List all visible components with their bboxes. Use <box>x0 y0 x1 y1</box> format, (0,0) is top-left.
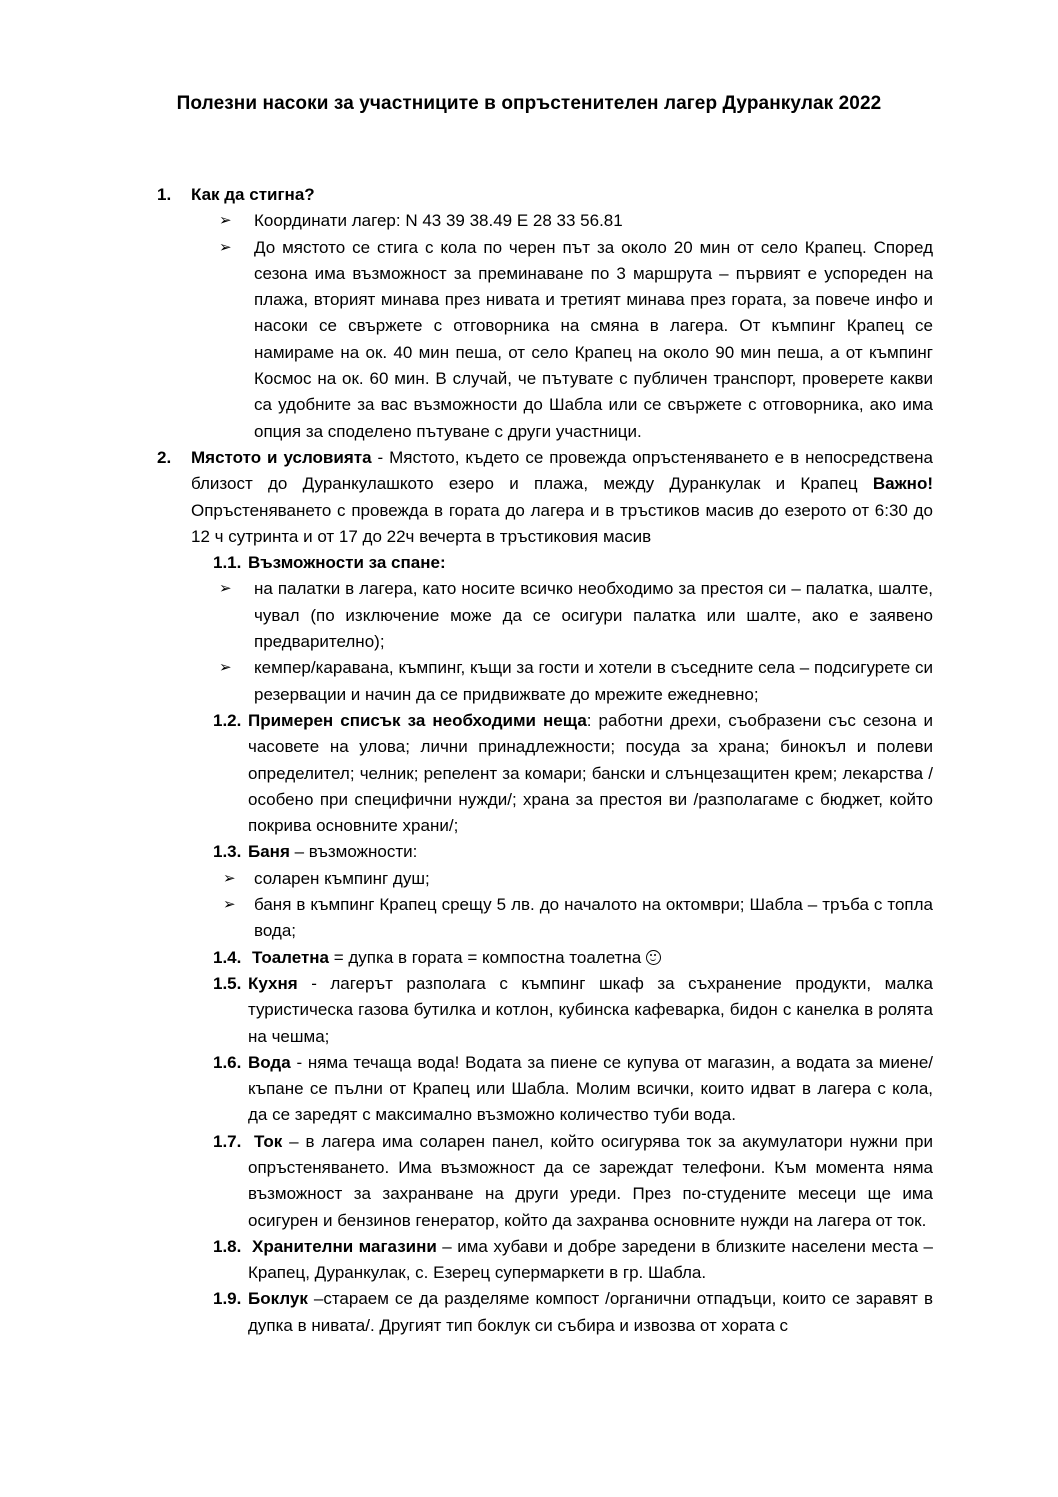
important-label: Важно! <box>872 474 933 494</box>
subsection-number: 1.2. <box>213 710 242 730</box>
subsection-garbage <box>157 1286 933 1339</box>
subsection-water <box>157 1050 933 1129</box>
subsection-heading: Ток <box>254 1131 283 1151</box>
section-2 <box>157 445 933 550</box>
subsection-number: 1.5. <box>213 973 242 993</box>
subsection-shops <box>157 1234 933 1287</box>
bullet-text: До мястото се стига с кола по черен път за около 20 мин от село Крапец. Според сезона има възможност за преминаване по 3 маршрута – първият е успореден на плажа, вторият минава през нивата и третият минава през гората, за повече инфо и насоки се свържете с отговорника на смяна в лагера. От къмпинг Крапец се намираме на ок. 40 мин пеша, от село Крапец на около 90 мин пеша, а от къмпинг Космос на ок. 60 мин. В случай, че пътувате с публичен транспорт, проверете какви са удобните за вас възможности до Шабла или се свържете с отговорника, ако има опция за споделено пътуване с други участници. <box>254 237 933 441</box>
bullet-text: кемпер/каравана, къмпинг, къщи за гости и хотели в съседните села – подсигурете си резервации и начин да се придвижвате до мрежите ежедневно; <box>254 658 933 704</box>
sleeping-bullet-camper <box>157 655 933 708</box>
document-title: Полезни насоки за участниците в опръстенителен лагер Дуранкулак 2022 <box>176 93 882 114</box>
bullet-text: на палатки в лагера, като носите всичко необходимо за престоя си – палатка, шалте, чувал (по изключение може да се осигури палатка или шалте, ако е заявено предварително); <box>254 579 933 652</box>
arrow-bullet-icon: ➢ <box>219 212 232 230</box>
subsection-number: 1.9. <box>213 1289 242 1309</box>
bullet-text: Координати лагер: N 43 39 38.49 E 28 33 56.81 <box>254 211 623 231</box>
smiley-face-icon <box>646 950 661 965</box>
subsection-text: = дупка в гората = компостна тоалетна <box>329 947 646 967</box>
subsection-heading: Възможности за спане: <box>248 553 446 573</box>
subsection-heading: Вода <box>248 1052 291 1072</box>
document-body <box>157 182 933 1339</box>
arrow-bullet-icon: ➢ <box>223 869 236 887</box>
arrow-bullet-icon: ➢ <box>219 659 232 677</box>
subsection-text: – в лагера има соларен панел, който осигурява ток за акумулатори нужни при опръстеняването. Има възможност да се зареждат телефони. Към момента няма възможност за захранване на други уреди. През по-студените месеци ще има осигурен и бензинов генератор, който да захранва основните нужди на лагера от ток. <box>248 1131 933 1230</box>
bath-bullet-shower <box>157 866 933 892</box>
subsection-heading: Кухня <box>248 973 298 993</box>
subsection-number: 1.7. <box>213 1131 242 1151</box>
bullet-text: соларен къмпинг душ; <box>254 868 430 888</box>
arrow-bullet-icon: ➢ <box>219 238 232 256</box>
subsection-text: - лагерът разполага с къмпинг шкаф за съхранение продукти, малка туристическа газова бутилка и котлон, кубинска кафеварка, бидон с канелка в ролята на чешма; <box>248 973 933 1046</box>
section-1-heading: Как да стигна? <box>191 185 315 204</box>
section-1-bullet-directions <box>157 235 933 445</box>
subsection-text: – възможности: <box>289 842 418 862</box>
subsection-heading: Боклук <box>248 1289 308 1309</box>
subsection-packing-list <box>157 708 933 839</box>
section-2-number: 2. <box>157 447 172 467</box>
subsection-number: 1.3. <box>213 842 242 862</box>
subsection-toilet <box>157 945 933 971</box>
arrow-bullet-icon: ➢ <box>219 580 232 598</box>
subsection-kitchen <box>157 971 933 1050</box>
bath-bullet-camping <box>157 892 933 945</box>
subsection-heading: Примерен списък за необходими неща <box>248 710 587 730</box>
section-1-bullet-coordinates <box>157 208 933 234</box>
section-1 <box>157 182 933 208</box>
subsection-text: –стараем се да разделяме компост /органични отпадъци, които се заравят в дупка в нивата/. Другият тип боклук си събира и извозва от хората с <box>248 1289 933 1335</box>
subsection-heading: Тоалетна <box>252 947 330 967</box>
subsection-sleeping <box>157 550 933 576</box>
subsection-text: - няма течаща вода! Водата за пиене се купува от магазин, а водата за миене/къпане се пълни от Крапец или Шабла. Молим всички, които идват в лагера с кола, да се заредят с максимално възможно количество туби вода. <box>248 1052 933 1125</box>
subsection-bath <box>157 839 933 865</box>
section-2-text: - Мястото, където се провежда опръстеняването е в непосредствена близост до Дуранкулашкото езеро и плажа, между Дуранкулак и Крапец <box>191 447 933 494</box>
subsection-text: : работни дрехи, съобразени със сезона и часовете на улова; лични принадлежности; посуда за храна; бинокъл и полеви определител; челник; репелент за комари; бански и слънцезащитен крем; лекарства /особено при специфични нужди/; храна за престоя ви /разполагаме с бюджет, който покрива основните храни/; <box>248 710 933 836</box>
section-2-text-continued: Опръстеняването с провежда в гората до лагера и в тръстиков масив до езерото от 6:30 до 12 ч сутринта и от 17 до 22ч вечерта в тръстиковия масив <box>191 500 933 546</box>
sleeping-bullet-tents <box>157 576 933 655</box>
subsection-heading: Баня <box>248 842 290 862</box>
arrow-bullet-icon: ➢ <box>223 896 236 914</box>
subsection-number: 1.4. <box>213 947 242 967</box>
section-1-number: 1. <box>157 185 172 204</box>
subsection-text: – има хубави и добре заредени в близките населени места – Крапец, Дуранкулак, с. Езерец супермаркети в гр. Шабла. <box>248 1236 933 1283</box>
bullet-text: баня в къмпинг Крапец срещу 5 лв. до началото на октомври; Шабла – тръба с топла вода; <box>254 895 933 941</box>
subsection-number: 1.1. <box>213 553 242 573</box>
subsection-number: 1.6. <box>213 1052 242 1072</box>
subsection-number: 1.8. <box>213 1236 242 1256</box>
section-2-heading: Мястото и условията <box>191 447 372 467</box>
subsection-heading: Хранителни магазини <box>252 1236 437 1256</box>
subsection-electricity <box>157 1129 933 1234</box>
